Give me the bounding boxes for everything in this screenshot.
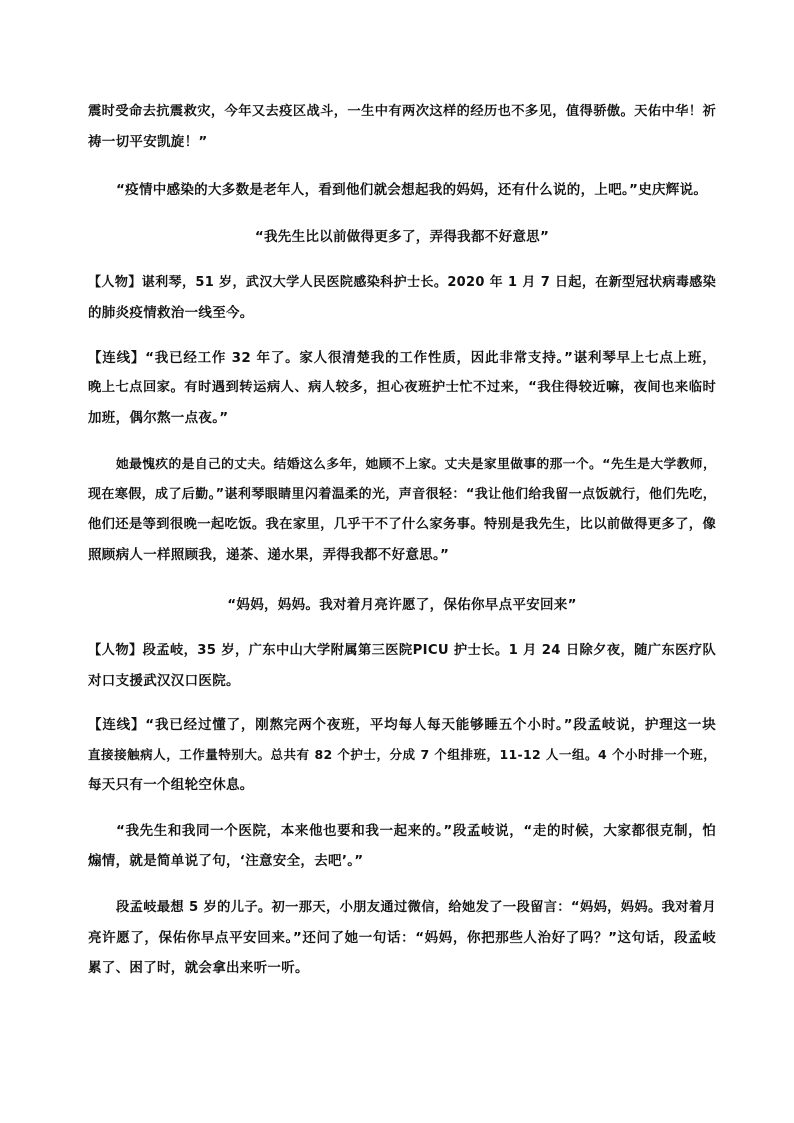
text-line: 晚上七点回家。有时遇到转运病人、病人较多，担心夜班护士忙不过来，“我住得较近嘛，夜间也来临时 (88, 380, 716, 395)
text-line: 段孟岐最想 5 岁的儿子。初一那天，小朋友通过微信，给她发了一段留言：“妈妈，妈妈。我对着月 (116, 900, 716, 915)
text-line: 震时受命去抗震救灾，今年又去疫区战斗，一生中有两次这样的经历也不多见，值得骄傲。天佑中华！祈 (88, 104, 716, 119)
paragraph-connect-duan (88, 710, 716, 800)
text-line: 【人物】段孟岐，35 岁，广东中山大学附属第三医院PICU 护士长。1 月 24 日除夕夜，随广东医疗队 (88, 643, 716, 658)
text-line: 累了、困了时，就会拿出来听一听。 (88, 960, 309, 976)
text-line: 加班，偶尔熬一点夜。” (88, 410, 229, 426)
text-line: 【连线】“我已经过懂了，刚熬完两个夜班，平均每人每天能够睡五个小时。”段孟岐说，护理这一块 (88, 717, 716, 733)
text-line: 煽情，就是简单说了句，‘注意安全，去吧’。” (88, 853, 364, 869)
text-line: 【连线】“我已经工作 32 年了。家人很清楚我的工作性质，因此非常支持。”谌利琴早上七点上班， (88, 350, 716, 366)
text-line: 的肺炎疫情救治一线至今。 (88, 305, 254, 321)
text-line: 照顾病人一样照顾我，递茶、递水果，弄得我都不好意思。” (88, 547, 450, 563)
text-line: 她最愧疚的是自己的丈夫。结婚这么多年，她顾不上家。丈夫是家里做事的那一个。“先生是大学教师， (116, 457, 716, 472)
paragraph-husband (88, 450, 716, 570)
paragraph-person-chen (88, 268, 716, 328)
section-heading-2 (88, 590, 716, 620)
text-line: 现在寒假，成了后勤。”谌利琴眼睛里闪着温柔的光，声音很轻：“我让他们给我留一点饭就行，他们先吃， (88, 487, 716, 502)
paragraph-quote-shi (88, 175, 716, 205)
paragraph-colleague-husband (88, 816, 716, 876)
paragraph-son (88, 893, 716, 983)
text-line: “我先生和我同一个医院，本来他也要和我一起来的。”段孟岐说，“走的时候，大家都很克制，怕 (116, 823, 716, 839)
paragraph-connect-chen (88, 343, 716, 433)
text-line: 【人物】谌利琴，51 岁，武汉大学人民医院感染科护士长。2020 年 1 月 7 日起，在新型冠状病毒感染 (88, 275, 716, 290)
section-heading-text: “妈妈，妈妈。我对着月亮许愿了，保佑你早点平安回来” (227, 597, 577, 613)
section-heading-1 (88, 222, 716, 252)
text-line: 亮许愿了，保佑你早点平安回来。”还问了她一句话：“妈妈，你把那些人治好了吗？”这句话，段孟岐 (88, 930, 716, 946)
text-line: 祷一切平安凯旋！” (88, 134, 208, 150)
paragraph-person-duan (88, 636, 716, 696)
section-heading-text: “我先生比以前做得更多了，弄得我都不好意思” (254, 229, 550, 245)
text-line: 每天只有一个组轮空休息。 (88, 777, 254, 793)
text-line: 他们还是等到很晚一起吃饭。我在家里，几乎干不了什么家务事。特别是我先生，比以前做得更多了，像 (88, 517, 716, 532)
text-line: “疫情中感染的大多数是老年人，看到他们就会想起我的妈妈，还有什么说的，上吧。”史庆辉说。 (116, 182, 708, 198)
paragraph-continuation (88, 97, 716, 157)
text-line: 对口支援武汉汉口医院。 (88, 673, 240, 689)
text-line: 直接接触病人，工作量特别大。总共有 82 个护士，分成 7 个组排班，11-12 人一组。4 个小时排一个班， (88, 747, 716, 762)
